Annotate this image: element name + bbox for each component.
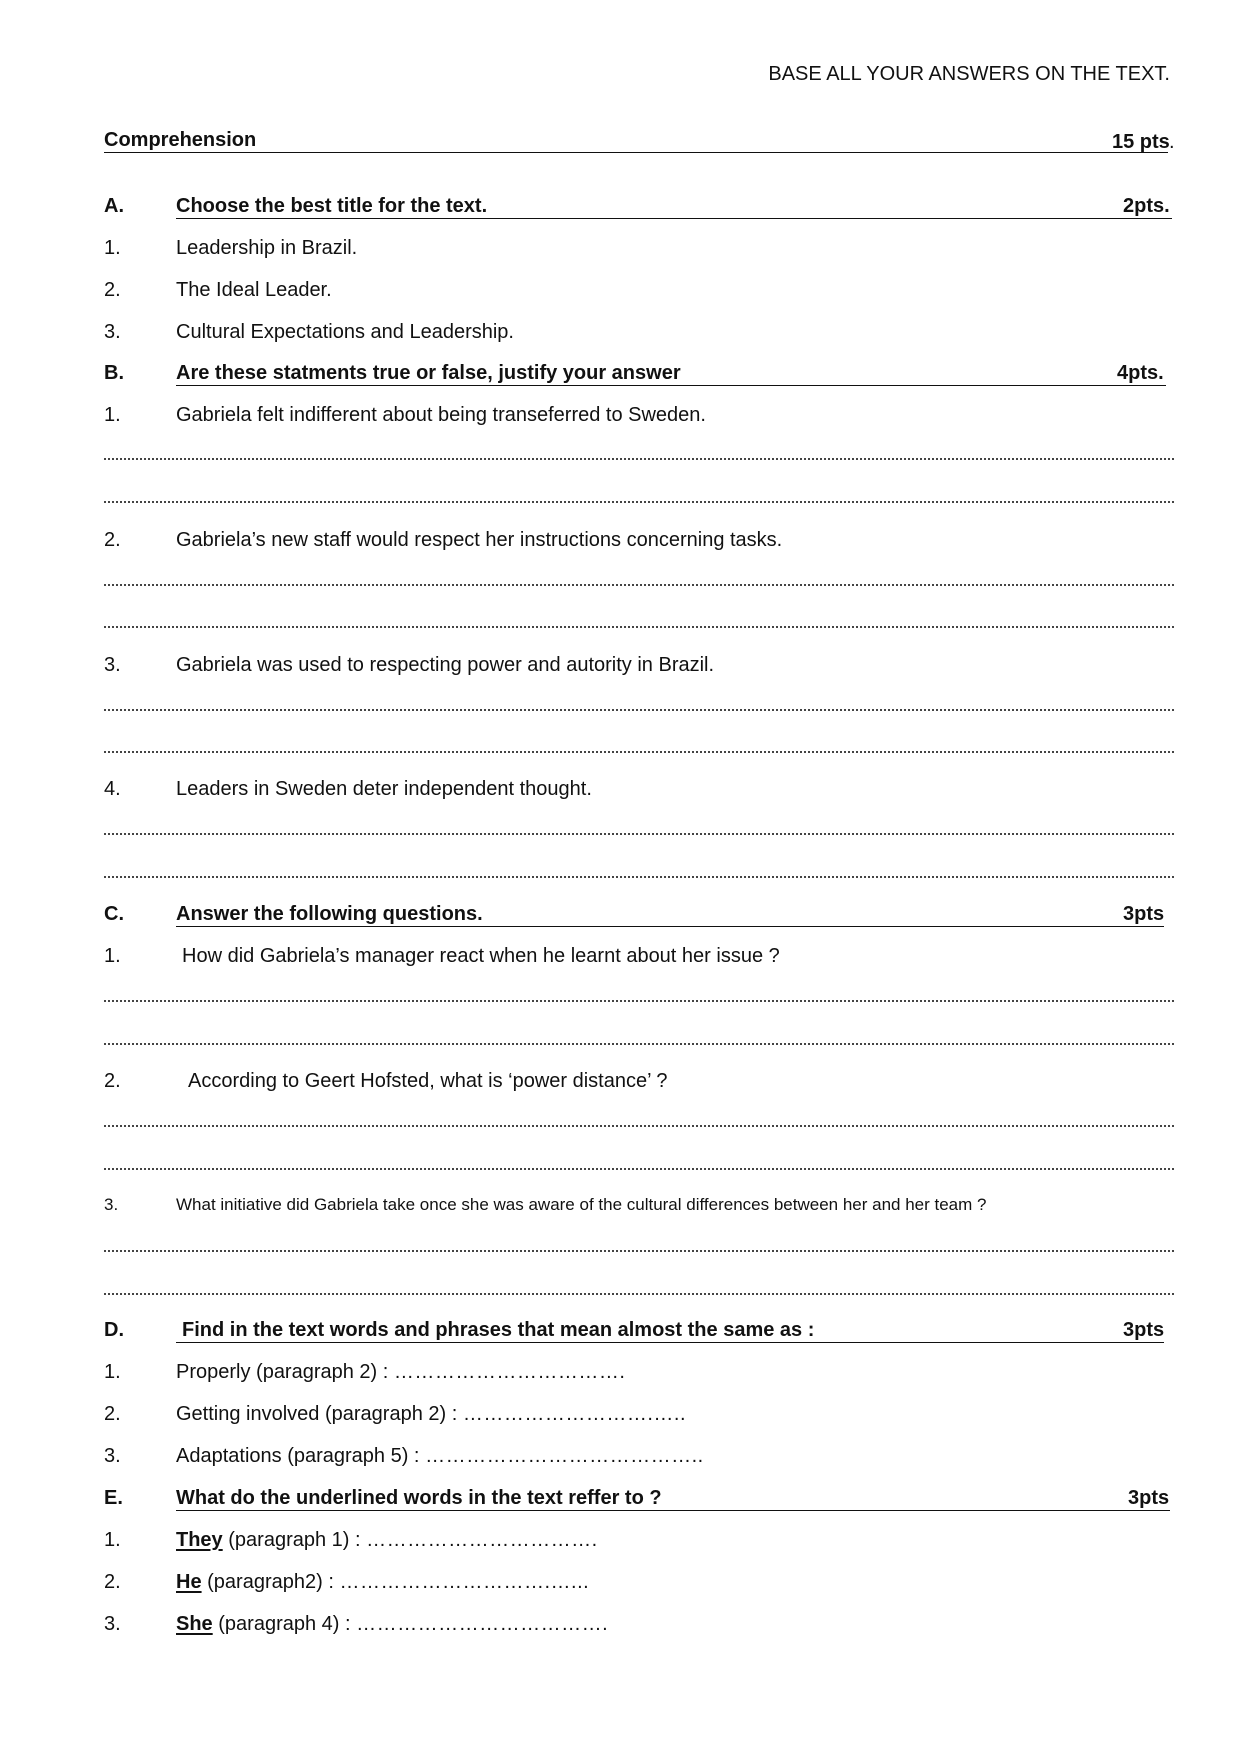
section-b-letter: B. [104, 362, 124, 384]
section-e-points: 3pts [1128, 1487, 1170, 1509]
section-c-heading: Answer the following questions. [176, 903, 483, 925]
referent-word: She [176, 1613, 213, 1635]
reference-item [176, 1528, 598, 1552]
option-text: Leadership in Brazil. [176, 237, 358, 259]
answer-line[interactable] [104, 1125, 1174, 1127]
item-number: 3. [104, 1613, 121, 1635]
synonym-prompt: Getting involved (paragraph 2) : [176, 1403, 458, 1425]
reference-item [176, 1570, 589, 1594]
synonym-prompt: Adaptations (paragraph 5) : [176, 1445, 420, 1467]
answer-line[interactable] [104, 1043, 1174, 1045]
statement-number: 3. [104, 654, 121, 676]
question-number: 2. [104, 1070, 121, 1092]
statement-number: 4. [104, 778, 121, 800]
section-e-letter: E. [104, 1487, 123, 1509]
title-points: 15 pts [1112, 131, 1170, 153]
answer-line[interactable] [104, 833, 1174, 835]
answer-line[interactable] [104, 1000, 1174, 1002]
answer-line[interactable] [104, 626, 1174, 628]
title-points-suffix: . [1169, 131, 1175, 153]
answer-line[interactable] [104, 1250, 1174, 1252]
answer-blank[interactable]: ………………………….…... [339, 1571, 590, 1593]
title-rule [104, 128, 1168, 153]
question-text: What initiative did Gabriela take once she was aware of the cultural differences between her and her team ? [176, 1195, 987, 1214]
section-a-letter: A. [104, 195, 124, 217]
section-a-heading: Choose the best title for the text. [176, 195, 488, 217]
option-number: 3. [104, 321, 121, 343]
answer-blank[interactable]: ……………………….….. [462, 1403, 687, 1425]
answer-line[interactable] [104, 584, 1174, 586]
option-text: The Ideal Leader. [176, 279, 332, 301]
page-title: Comprehension [104, 129, 257, 151]
reference-prompt: (paragraph2) : [207, 1571, 334, 1593]
section-c-letter: C. [104, 903, 124, 925]
section-d-points: 3pts [1123, 1319, 1165, 1341]
item-number: 2. [104, 1403, 121, 1425]
statement-number: 1. [104, 404, 121, 426]
reference-prompt: (paragraph 1) : [228, 1529, 361, 1551]
answer-blank[interactable]: ……………………………. [393, 1361, 626, 1383]
statement-text: Gabriela felt indifferent about being transeferred to Sweden. [176, 404, 706, 426]
question-text: How did Gabriela’s manager react when he learnt about her issue ? [182, 945, 780, 967]
synonym-item [176, 1360, 625, 1384]
answer-blank[interactable]: ………………………………….. [425, 1445, 704, 1467]
item-number: 1. [104, 1529, 121, 1551]
section-e-heading: What do the underlined words in the text reffer to ? [176, 1487, 662, 1509]
section-d-heading: Find in the text words and phrases that mean almost the same as : [182, 1319, 815, 1341]
reference-item [176, 1612, 608, 1636]
answer-line[interactable] [104, 1168, 1174, 1170]
question-number: 1. [104, 945, 121, 967]
section-b-heading: Are these statments true or false, justify your answer [176, 362, 681, 384]
reference-prompt: (paragraph 4) : [218, 1613, 351, 1635]
answer-line[interactable] [104, 751, 1174, 753]
answer-line[interactable] [104, 709, 1174, 711]
answer-line[interactable] [104, 876, 1174, 878]
section-a-points: 2pts. [1123, 195, 1170, 217]
option-number: 2. [104, 279, 121, 301]
question-number: 3. [104, 1195, 119, 1214]
item-number: 2. [104, 1571, 121, 1593]
answer-line[interactable] [104, 1293, 1174, 1295]
statement-text: Gabriela was used to respecting power and autority in Brazil. [176, 654, 715, 676]
question-text: According to Geert Hofsted, what is ‘power distance’ ? [188, 1070, 668, 1092]
statement-number: 2. [104, 529, 121, 551]
option-number: 1. [104, 237, 121, 259]
referent-word: They [176, 1529, 223, 1551]
answer-blank[interactable]: ………………………………. [356, 1613, 609, 1635]
answer-blank[interactable]: ……………………………. [366, 1529, 598, 1551]
instruction-text: BASE ALL YOUR ANSWERS ON THE TEXT. [768, 63, 1170, 85]
synonym-item [176, 1444, 704, 1468]
section-b-points: 4pts. [1117, 362, 1164, 384]
synonym-prompt: Properly (paragraph 2) : [176, 1361, 389, 1383]
option-text: Cultural Expectations and Leadership. [176, 321, 514, 343]
statement-text: Gabriela’s new staff would respect her instructions concerning tasks. [176, 529, 783, 551]
answer-line[interactable] [104, 458, 1174, 460]
item-number: 3. [104, 1445, 121, 1467]
section-d-letter: D. [104, 1319, 124, 1341]
synonym-item [176, 1402, 686, 1426]
statement-text: Leaders in Sweden deter independent thought. [176, 778, 592, 800]
section-c-points: 3pts [1123, 903, 1165, 925]
referent-word: He [176, 1571, 202, 1593]
answer-line[interactable] [104, 501, 1174, 503]
item-number: 1. [104, 1361, 121, 1383]
